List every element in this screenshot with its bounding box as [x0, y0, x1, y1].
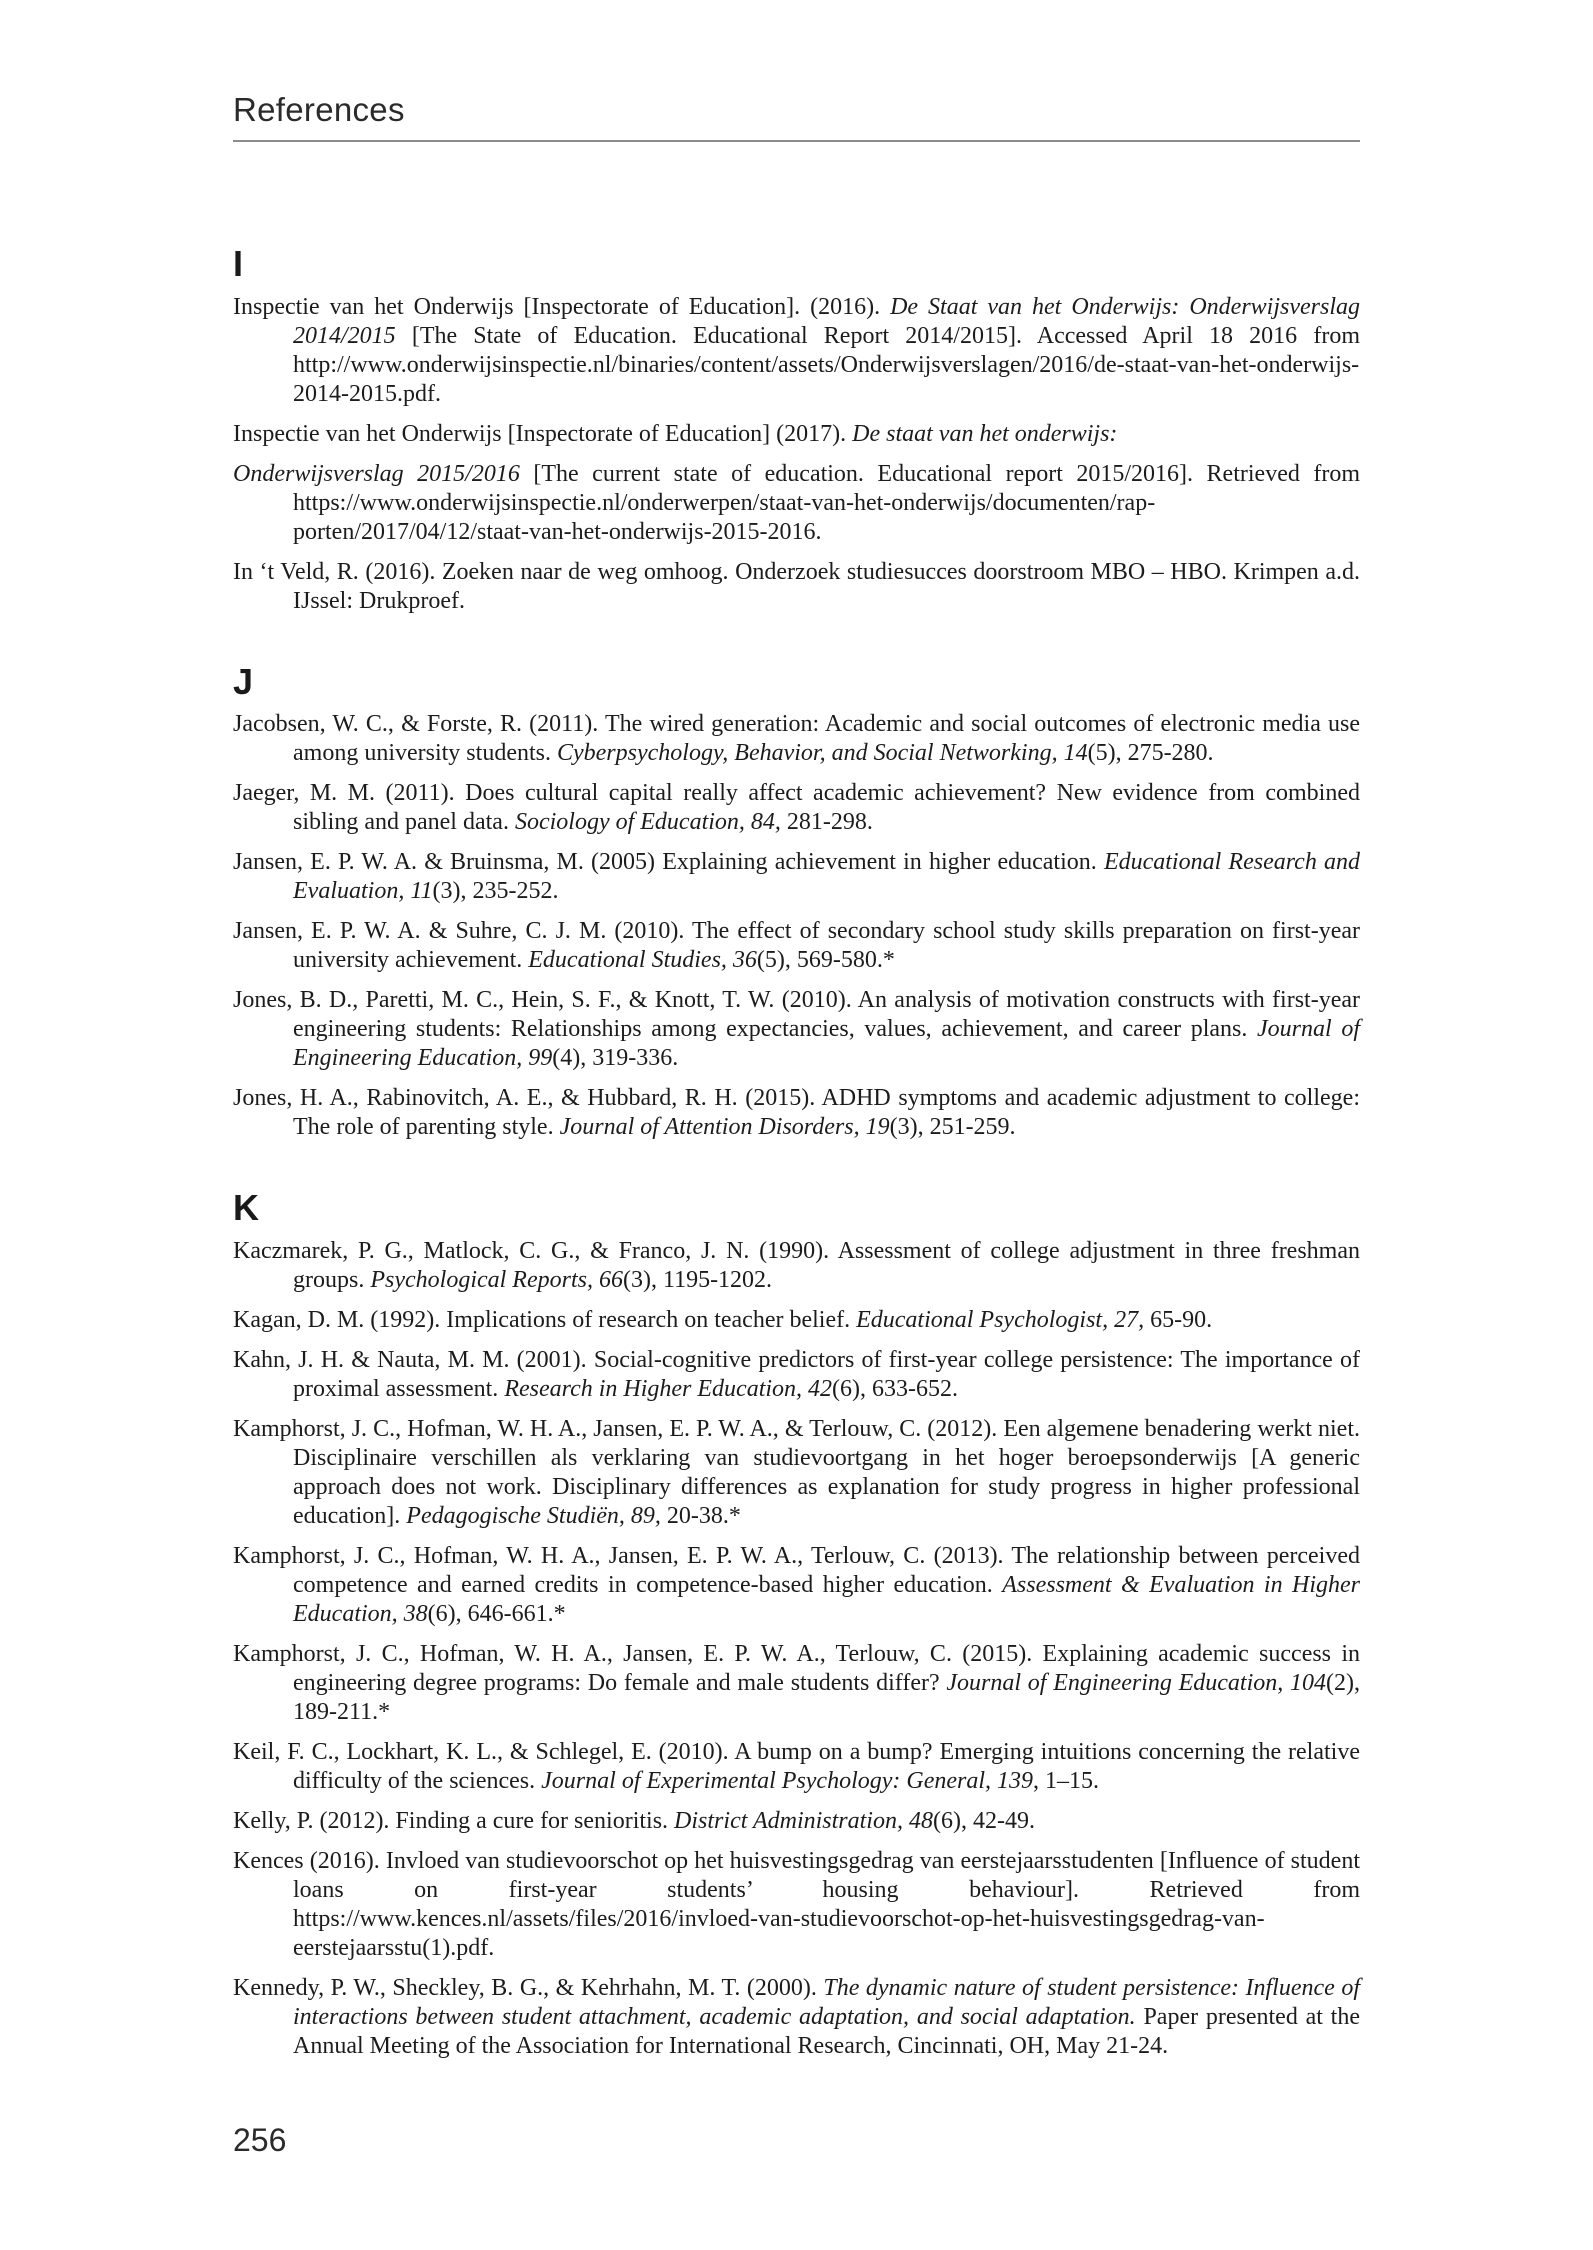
reference-entry	[233, 710, 1360, 768]
text-segment: (5), 569-580.*	[756, 947, 895, 974]
text-segment: [The State of Education. Educational Report 2014/2015]. Accessed April 18 2016 from http://www.onderwijsinspectie.nl/binaries/content/assets/Onderwijsverslagen/2016/de-staat-van-het-onderwijs-2014-2015.pdf.	[293, 322, 1360, 407]
text-segment: (3), 251-259.	[889, 1114, 1016, 1141]
text-segment: [The current state of education. Educational report 2015/2016]. Retrieved from https://www.onderwijsinspectie.nl/onderwerpen/staat-van-het-onderwijs/documenten/rap-porten/2017/04/12/staat-van-het-onderwijs-2015-2016.	[293, 460, 1361, 545]
reference-entry	[233, 1415, 1360, 1531]
text-segment: (3), 1195-1202.	[622, 1267, 773, 1294]
text-segment: (6), 633-652.	[832, 1376, 959, 1403]
italic-segment: Educational Research and Evaluation, 11	[293, 849, 1361, 905]
text-segment: Kamphorst, J. C., Hofman, W. H. A., Jansen, E. P. W. A., Terlouw, C. (2015). Explaining academic success in engineering degree programs: Do female and male students differ?	[233, 1641, 1360, 1697]
page-title: References	[233, 91, 405, 128]
text-segment: 65-90.	[1144, 1307, 1213, 1334]
text-segment: Kaczmarek, P. G., Matlock, C. G., & Franco, J. N. (1990). Assessment of college adjustment in three freshman groups.	[233, 1238, 1360, 1294]
reference-entry	[233, 293, 1360, 409]
reference-section-j	[233, 662, 1360, 1143]
text-segment: Kahn, J. H. & Nauta, M. M. (2001). Social-cognitive predictors of first-year college persistence: The importance of proximal assessment.	[233, 1347, 1360, 1403]
italic-segment: The dynamic nature of student persistence: Influence of interactions between student attachment, academic adaptation, and social adaptation.	[293, 1975, 1360, 2031]
text-segment: Paper presented at the Annual Meeting of the Association for International Research, Cincinnati, OH, May 21-24.	[293, 2004, 1360, 2060]
text-segment: Kamphorst, J. C., Hofman, W. H. A., Jansen, E. P. W. A., Terlouw, C. (2013). The relationship between perceived competence and earned credits in competence-based higher education.	[233, 1543, 1360, 1599]
text-segment: (6), 42-49.	[932, 1808, 1035, 1835]
text-segment: Jansen, E. P. W. A. & Suhre, C. J. M. (2010). The effect of secondary school study skills preparation on first-year university achievement.	[233, 918, 1360, 974]
reference-entry	[233, 1807, 1360, 1836]
italic-segment: Journal of Experimental Psychology: General, 139	[541, 1768, 1034, 1795]
reference-entry	[233, 1974, 1360, 2061]
italic-segment: De staat van het onderwijs:	[852, 420, 1118, 447]
italic-segment: Educational Studies, 36	[528, 947, 757, 974]
text-segment: Jaeger, M. M. (2011). Does cultural capital really affect academic achievement? New evidence from combined sibling and panel data.	[233, 780, 1360, 836]
italic-segment: Journal of Engineering Education, 104	[946, 1670, 1327, 1697]
text-segment: Inspectie van het Onderwijs [Inspectorate of Education]. (2016).	[233, 293, 891, 320]
text-segment: Jansen, E. P. W. A. & Bruinsma, M. (2005) Explaining achievement in higher education.	[233, 849, 1104, 876]
reference-entry	[233, 460, 1360, 547]
italic-segment: Sociology of Education, 84,	[514, 809, 781, 836]
reference-entry	[233, 779, 1360, 837]
italic-segment: Pedagogische Studiën, 89,	[406, 1503, 661, 1530]
text-segment: In ‘t Veld, R. (2016). Zoeken naar de weg omhoog. Onderzoek studiesucces doorstroom MBO – HBO. Krimpen a.d. IJssel: Drukproef.	[233, 558, 1360, 614]
text-segment: Kelly, P. (2012). Finding a cure for senioritis.	[233, 1808, 675, 1835]
italic-segment: Cyberpsychology, Behavior, and Social Networking, 14	[556, 740, 1088, 767]
text-segment: Kences (2016). Invloed van studievoorschot op het huisvestingsgedrag van eerstejaarsstudenten [Influence of student loans on first-year students’ housing behaviour]. Retrieved from https://www.kences.nl/assets/files/2016/invloed-van-studievoorschot-op-het-huisvestingsgedrag-van-eerstejaarsstu(1).pdf.	[233, 1848, 1360, 1962]
reference-entry	[233, 1346, 1360, 1404]
text-segment: 281-298.	[780, 809, 873, 836]
italic-segment: De Staat van het Onderwijs: Onderwijsverslag 2014/2015	[293, 293, 1361, 349]
reference-entry	[233, 1237, 1360, 1295]
reference-entry	[233, 1847, 1360, 1963]
italic-segment: Journal of Engineering Education, 99	[293, 1016, 1360, 1072]
reference-entry	[233, 1084, 1360, 1142]
italic-segment: Assessment & Evaluation in Higher Education, 38	[293, 1572, 1360, 1628]
text-segment: , 1–15.	[1033, 1768, 1100, 1795]
reference-entry	[233, 1306, 1360, 1335]
text-segment: 20-38.*	[660, 1503, 741, 1530]
text-segment: Kamphorst, J. C., Hofman, W. H. A., Jansen, E. P. W. A., & Terlouw, C. (2012). Een algemene benadering werkt niet. Disciplinaire verschillen als verklaring van studievoortgang in het hoger beroepsonderwijs [A generic approach does not work. Disciplinary differences as explanation for study progress in higher professional education].	[233, 1416, 1360, 1530]
text-segment: Jacobsen, W. C., & Forste, R. (2011). The wired generation: Academic and social outcomes of electronic media use among university students.	[233, 711, 1360, 767]
reference-entry	[233, 558, 1360, 616]
text-segment: Jones, B. D., Paretti, M. C., Hein, S. F., & Knott, T. W. (2010). An analysis of motivation constructs with first-year engineering students: Relationships among expectancies, values, achievement, and career plans.	[233, 987, 1360, 1043]
italic-segment: Research in Higher Education, 42	[504, 1376, 833, 1403]
text-segment: (5), 275-280.	[1087, 740, 1214, 767]
text-segment: (3), 235-252.	[432, 878, 559, 905]
text-segment: Keil, F. C., Lockhart, K. L., & Schlegel, E. (2010). A bump on a bump? Emerging intuitions concerning the relative difficulty of the sciences.	[233, 1739, 1360, 1795]
text-segment: Kagan, D. M. (1992). Implications of research on teacher belief.	[233, 1307, 857, 1334]
reference-entry	[233, 917, 1360, 975]
references-list	[233, 244, 1360, 2061]
section-letter: I	[233, 243, 244, 285]
italic-segment: Journal of Attention Disorders, 19	[559, 1114, 890, 1141]
text-segment: (6), 646-661.*	[427, 1601, 566, 1628]
text-segment: (2), 189-211.*	[293, 1670, 1360, 1726]
text-segment: Inspectie van het Onderwijs [Inspectorate of Education] (2017).	[233, 420, 853, 447]
italic-segment: Psychological Reports, 66	[370, 1267, 623, 1294]
page-header	[233, 92, 1360, 142]
italic-segment: District Administration, 48	[674, 1808, 933, 1835]
text-segment: Jones, H. A., Rabinovitch, A. E., & Hubbard, R. H. (2015). ADHD symptoms and academic adjustment to college: The role of parenting style.	[233, 1085, 1360, 1141]
reference-entry	[233, 1640, 1360, 1727]
italic-segment: Onderwijsverslag 2015/2016	[233, 460, 534, 487]
reference-entry	[233, 420, 1360, 449]
reference-entry	[233, 1738, 1360, 1796]
text-segment: Kennedy, P. W., Sheckley, B. G., & Kehrhahn, M. T. (2000).	[233, 1975, 824, 2002]
page-number: 256	[233, 2122, 287, 2158]
text-segment: (4), 319-336.	[552, 1045, 679, 1072]
reference-entry	[233, 986, 1360, 1073]
reference-entry	[233, 848, 1360, 906]
reference-entry	[233, 1542, 1360, 1629]
section-letter: J	[233, 660, 254, 702]
header-divider-rule	[233, 140, 1360, 142]
reference-section-i	[233, 244, 1360, 616]
italic-segment: Educational Psychologist, 27,	[856, 1307, 1145, 1334]
section-letter: K	[233, 1187, 259, 1229]
reference-section-k	[233, 1188, 1360, 2061]
